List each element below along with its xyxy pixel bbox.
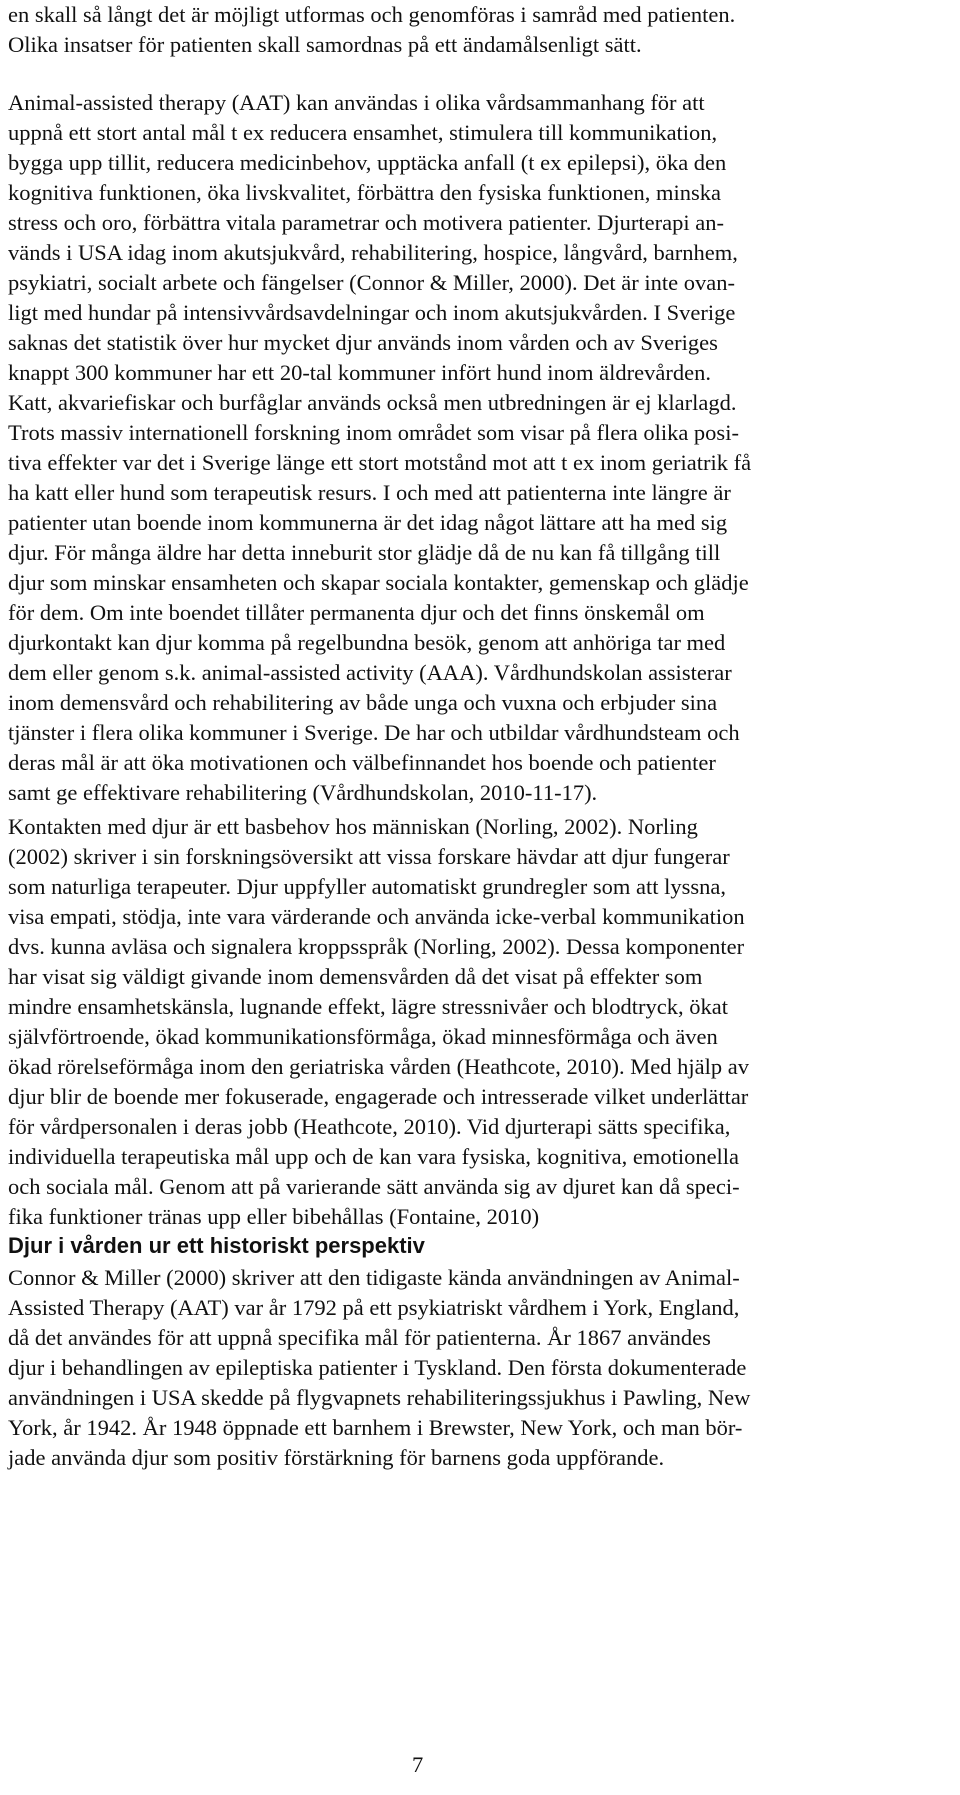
text-line: ökad rörelseförmåga inom den geriatriska vården (Heathcote, 2010). Med hjälp av: [8, 1054, 749, 1079]
text-line: patienter utan boende inom kommunerna är det idag något lättare att ha med sig: [8, 510, 728, 535]
text-line: dvs. kunna avläsa och signalera kroppsspråk (Norling, 2002). Dessa komponenter: [8, 934, 745, 959]
text-line: Kontakten med djur är ett basbehov hos människan (Norling, 2002). Norling: [8, 814, 698, 839]
text-line: samt ge effektivare rehabilitering (Vårdhundskolan, 2010-11-17).: [8, 780, 598, 805]
text-line: knappt 300 kommuner har ett 20-tal kommuner infört hund inom äldrevården.: [8, 360, 711, 385]
text-line: för dem. Om inte boendet tillåter permanenta djur och det finns önskemål om: [8, 600, 705, 625]
text-line: bygga upp tillit, reducera medicinbehov, upptäcka anfall (t ex epilepsi), öka den: [8, 150, 727, 175]
text-line: stress och oro, förbättra vitala parametrar och motivera patienter. Djurterapi an-: [8, 210, 724, 235]
text-line: uppnå ett stort antal mål t ex reducera ensamhet, stimulera till kommunikation,: [8, 120, 718, 145]
text-line: en skall så långt det är möjligt utformas och genomföras i samråd med patienten.: [8, 2, 736, 27]
text-line: djur. För många äldre har detta inneburit stor glädje då de nu kan få tillgång till: [8, 540, 721, 565]
text-line: York, år 1942. År 1948 öppnade ett barnhem i Brewster, New York, och man bör-: [8, 1415, 743, 1440]
text-line: djur i behandlingen av epileptiska patienter i Tyskland. Den första dokumenterade: [8, 1355, 747, 1380]
text-line: tiva effekter var det i Sverige länge ett stort motstånd mot att t ex inom geriatrik få: [8, 450, 752, 475]
text-line: (2002) skriver i sin forskningsöversikt att vissa forskare hävdar att djur fungerar: [8, 844, 730, 869]
text-line: då det användes för att uppnå specifika mål för patienterna. År 1867 användes: [8, 1325, 711, 1350]
text-line: tjänster i flera olika kommuner i Sverige. De har och utbildar vårdhundsteam och: [8, 720, 740, 745]
text-line: psykiatri, socialt arbete och fängelser (Connor & Miller, 2000). Det är inte ovan-: [8, 270, 735, 295]
text-line: fika funktioner tränas upp eller bibehållas (Fontaine, 2010): [8, 1204, 540, 1229]
text-line: djur blir de boende mer fokuserade, engagerade och intresserade vilket underlättar: [8, 1084, 749, 1109]
text-line: användningen i USA skedde på flygvapnets rehabiliteringssjukhus i Pawling, New: [8, 1385, 751, 1410]
text-line: deras mål är att öka motivationen och välbefinnandet hos boende och patienter: [8, 750, 716, 775]
text-line: individuella terapeutiska mål upp och de kan vara fysiska, kognitiva, emotionella: [8, 1144, 740, 1169]
text-line: Animal-assisted therapy (AAT) kan användas i olika vårdsammanhang för att: [8, 90, 705, 115]
page-number: 7: [412, 1752, 424, 1777]
text-line: saknas det statistik över hur mycket djur används inom vården och av Sveriges: [8, 330, 718, 355]
text-line: ligt med hundar på intensivvårdsavdelningar och inom akutsjukvården. I Sverige: [8, 300, 736, 325]
text-line: vänds i USA idag inom akutsjukvård, rehabilitering, hospice, långvård, barnhem,: [8, 240, 738, 265]
text-line: ha katt eller hund som terapeutisk resurs. I och med att patienterna inte längre är: [8, 480, 731, 505]
text-line: Katt, akvariefiskar och burfåglar används också men utbredningen är ej klarlagd.: [8, 390, 737, 415]
text-line: Olika insatser för patienten skall samordnas på ett ändamålsenligt sätt.: [8, 32, 642, 57]
text-line: Connor & Miller (2000) skriver att den tidigaste kända användningen av Animal-: [8, 1265, 740, 1290]
text-line: och sociala mål. Genom att på varierande sätt använda sig av djuret kan då speci-: [8, 1174, 740, 1199]
text-line: jade använda djur som positiv förstärkning för barnens goda uppförande.: [8, 1445, 665, 1470]
text-line: Trots massiv internationell forskning inom området som visar på flera olika posi-: [8, 420, 739, 445]
text-line: dem eller genom s.k. animal-assisted activity (AAA). Vårdhundskolan assisterar: [8, 660, 732, 685]
text-line: kognitiva funktionen, öka livskvalitet, förbättra den fysiska funktionen, minska: [8, 180, 721, 205]
text-line: inom demensvård och rehabilitering av både unga och vuxna och erbjuder sina: [8, 690, 718, 715]
section-heading: Djur i vården ur ett historiskt perspektiv: [8, 1233, 425, 1258]
text-line: Assisted Therapy (AAT) var år 1792 på ett psykiatriskt vårdhem i York, England,: [8, 1295, 740, 1320]
text-line: har visat sig väldigt givande inom demensvården då det visat på effekter som: [8, 964, 703, 989]
text-line: visa empati, stödja, inte vara värderande och använda icke-verbal kommunikation: [8, 904, 745, 929]
text-line: mindre ensamhetskänsla, lugnande effekt, lägre stressnivåer och blodtryck, ökat: [8, 994, 728, 1019]
text-line: djurkontakt kan djur komma på regelbundna besök, genom att anhöriga tar med: [8, 630, 726, 655]
text-line: som naturliga terapeuter. Djur uppfyller automatiskt grundregler som att lyssna,: [8, 874, 726, 899]
text-line: självförtroende, ökad kommunikationsförmåga, ökad minnesförmåga och även: [8, 1024, 718, 1049]
text-line: för vårdpersonalen i deras jobb (Heathcote, 2010). Vid djurterapi sätts specifika,: [8, 1114, 731, 1139]
text-line: djur som minskar ensamheten och skapar sociala kontakter, gemenskap och glädje: [8, 570, 749, 595]
